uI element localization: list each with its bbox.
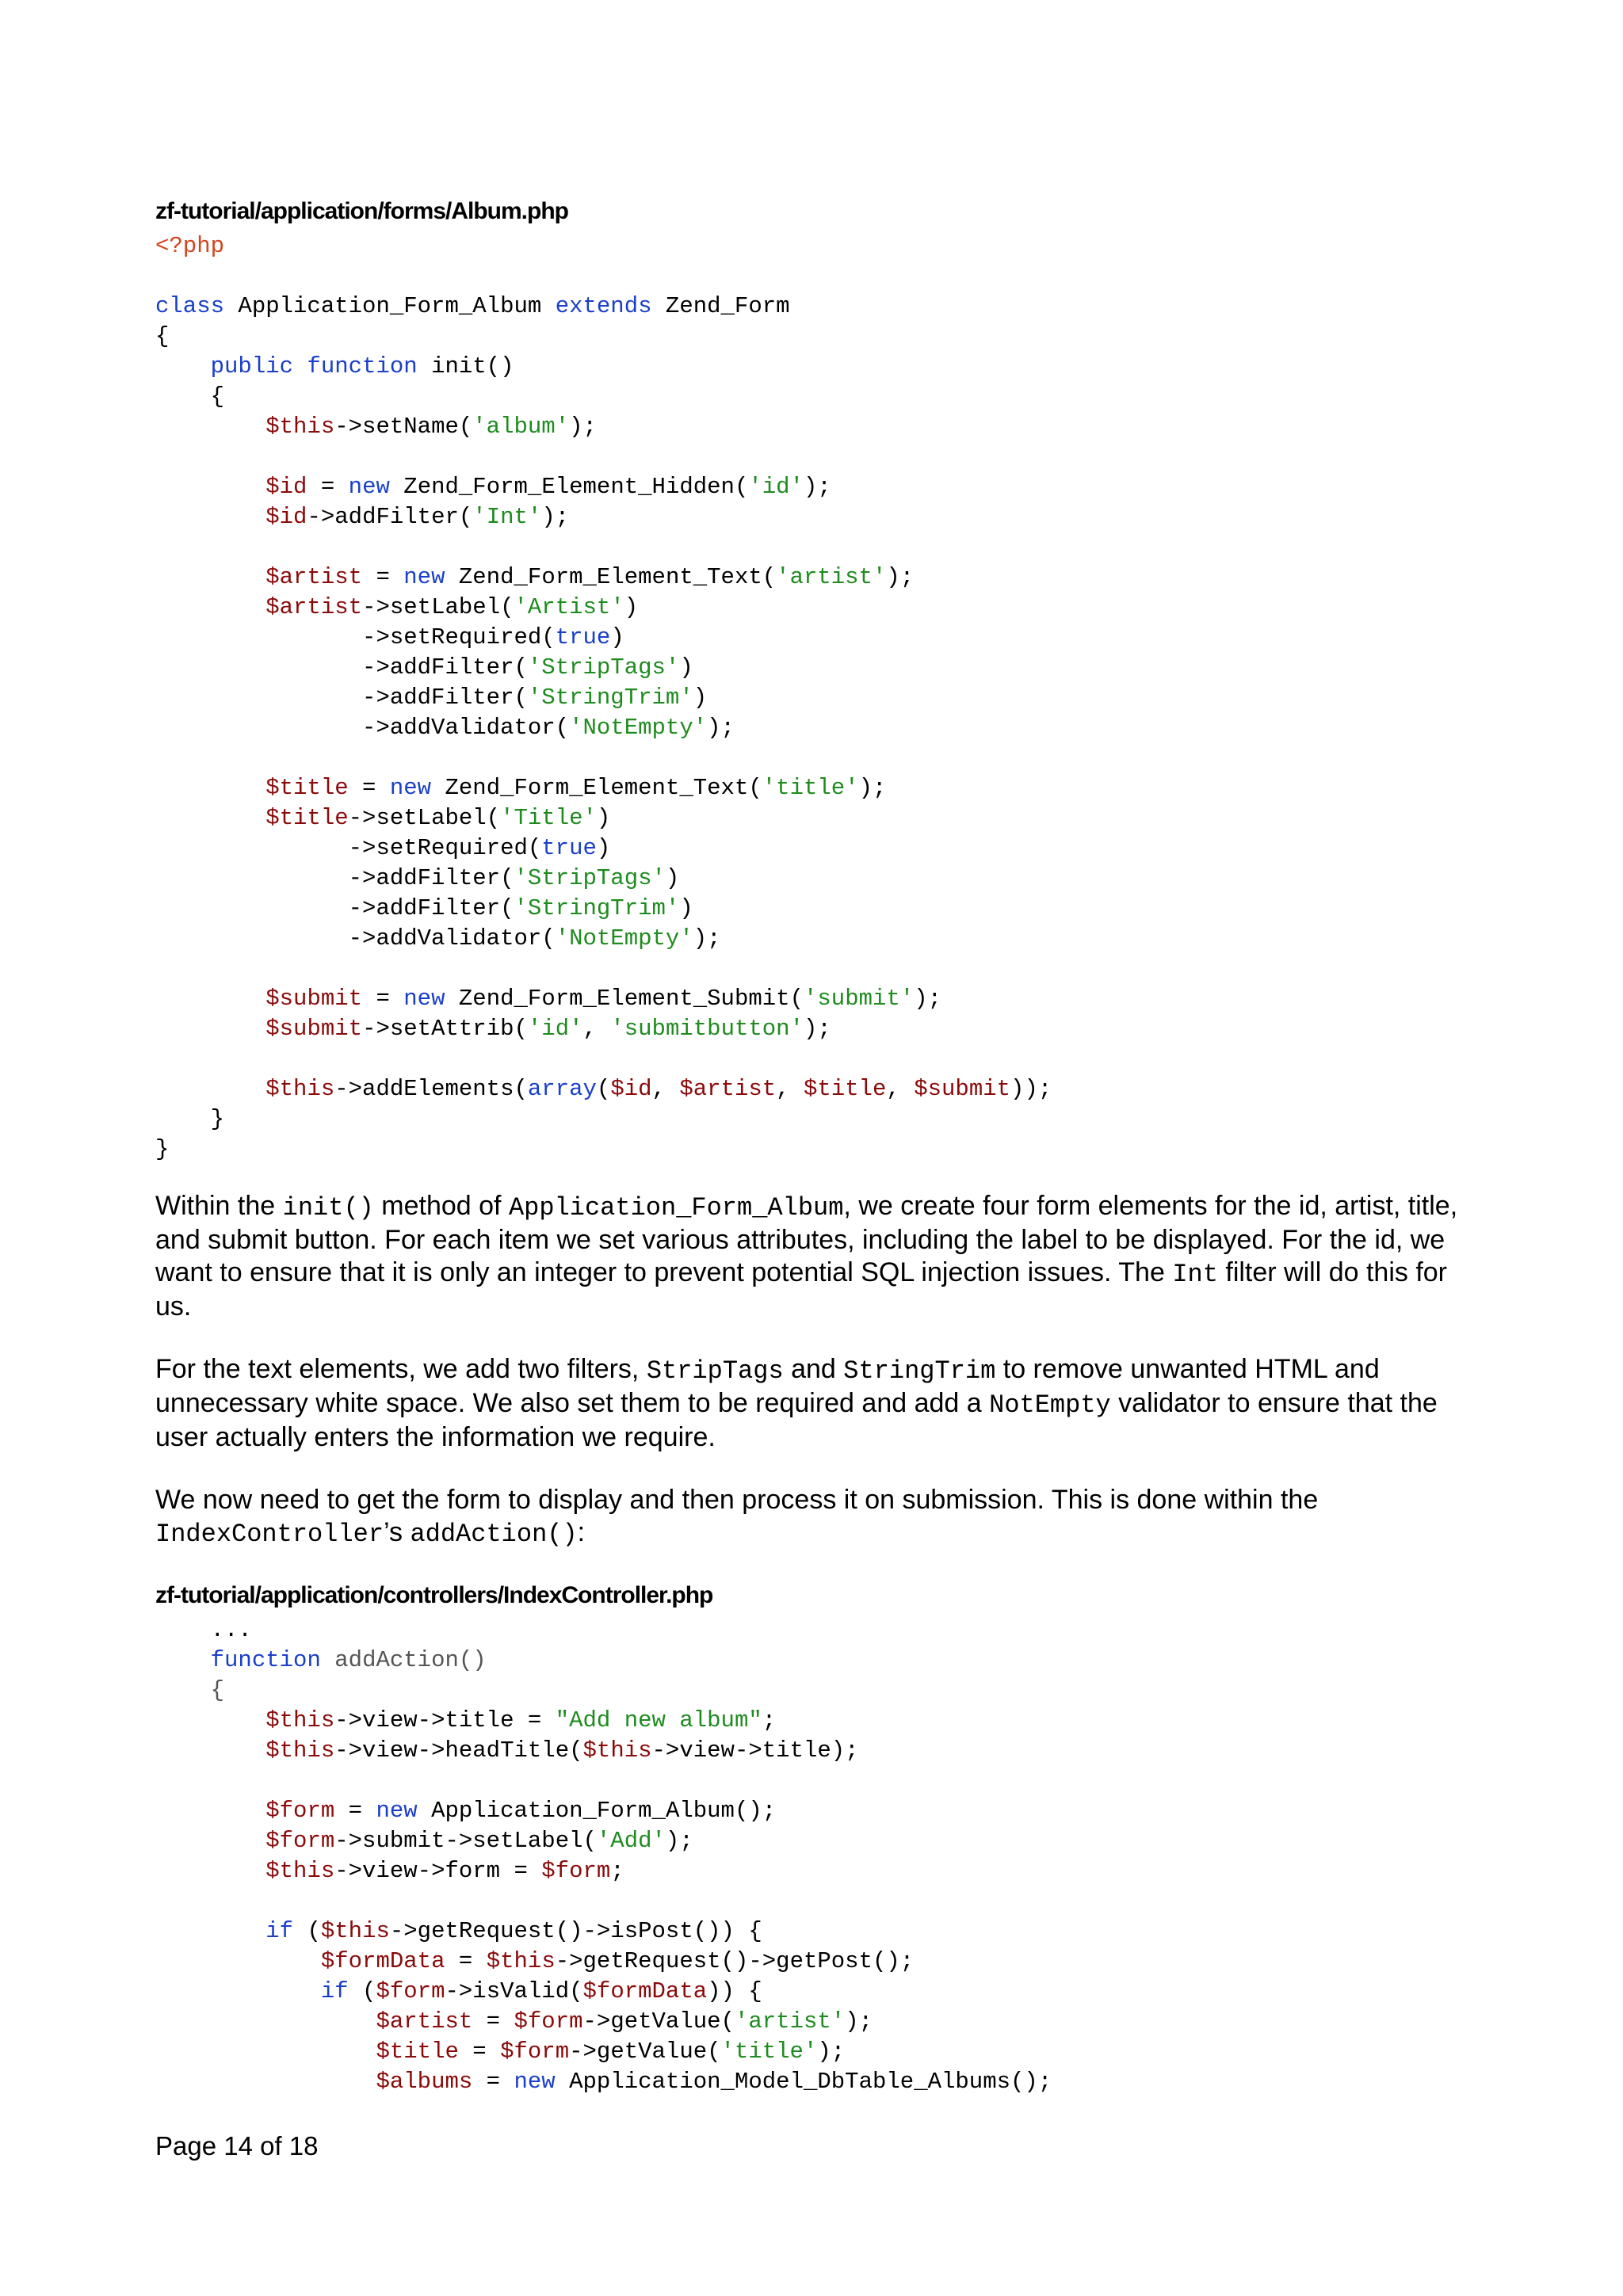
code-token: =: [348, 775, 390, 801]
file-heading-indexcontroller: zf-tutorial/application/controllers/IndexController.php: [155, 1582, 713, 1608]
code-token: [155, 1798, 265, 1824]
code-token: init(): [417, 353, 514, 379]
code-token: if: [320, 1978, 349, 2004]
code-line: [155, 2007, 1052, 2037]
inline-code: addAction(): [410, 1520, 578, 1549]
code-token: 'Title': [500, 805, 597, 831]
code-token: {: [155, 383, 225, 410]
code-token: 'submitbutton': [610, 1016, 804, 1042]
code-token: ->addValidator(: [155, 925, 556, 952]
code-token: [155, 2069, 376, 2095]
code-line: [155, 292, 1052, 322]
code-token: {: [155, 323, 170, 349]
paragraph-add-action-intro: [155, 1484, 1479, 1550]
paragraph-text: method of: [373, 1191, 509, 1221]
paragraph-text: and: [783, 1354, 844, 1384]
code-token: ->setRequired(: [155, 624, 556, 650]
code-token: ): [596, 835, 611, 861]
code-token: ,: [776, 1076, 804, 1102]
paragraph-text: We now need to get the form to display and then process it on submission. This is done within the: [155, 1485, 1319, 1515]
code-token: $form: [265, 1798, 335, 1824]
code-line: [155, 623, 1052, 653]
code-token: ): [610, 624, 624, 650]
code-token: Zend_Form_Element_Text(: [431, 775, 762, 801]
code-token: =: [472, 2008, 514, 2035]
code-token: $this: [265, 414, 335, 440]
code-line: [155, 1736, 1052, 1766]
paragraph-text: Within the: [155, 1191, 283, 1221]
code-block-album-form: [155, 231, 1052, 1165]
code-token: [155, 1948, 321, 1974]
code-token: );: [914, 986, 942, 1012]
code-token: =: [458, 2039, 501, 2065]
code-token: );: [803, 1016, 831, 1042]
code-token: [155, 504, 265, 530]
code-token: );: [817, 2039, 846, 2065]
paragraph-text: ’s: [384, 1517, 411, 1547]
code-token: 'id': [527, 1016, 583, 1042]
code-token: 'artist': [776, 564, 887, 590]
code-line: [155, 1074, 1052, 1104]
code-token: $this: [320, 1918, 390, 1944]
code-line: [155, 261, 1052, 292]
code-token: =: [472, 2069, 514, 2095]
code-token: 'StringTrim': [514, 895, 680, 921]
code-token: [155, 1707, 265, 1733]
code-token: Application_Form_Album: [224, 293, 556, 319]
code-token: Application_Form_Album();: [417, 1798, 777, 1824]
code-token: 'StringTrim': [527, 685, 693, 711]
code-line: [155, 1104, 1052, 1135]
code-token: $form: [514, 2008, 583, 2035]
code-line: [155, 683, 1052, 713]
code-token: ;: [610, 1858, 624, 1884]
code-token: [155, 986, 265, 1012]
code-token: ->addFilter(: [155, 895, 514, 921]
code-token: 'Add': [596, 1828, 666, 1854]
code-token: ->getRequest()->getPost();: [555, 1948, 915, 1974]
code-token: {: [155, 1677, 225, 1703]
code-token: $artist: [679, 1076, 777, 1102]
code-token: 'id': [748, 474, 804, 500]
code-token: );: [541, 504, 570, 530]
code-line: [155, 1856, 1052, 1886]
code-token: 'NotEmpty': [569, 715, 708, 741]
code-token: $form: [265, 1828, 335, 1854]
code-token: ->view->title);: [651, 1737, 859, 1764]
code-token: );: [858, 775, 887, 801]
code-token: ->setLabel(: [362, 594, 514, 620]
code-token: 'title': [720, 2039, 818, 2065]
code-token: [155, 594, 265, 620]
code-token: $title: [803, 1076, 887, 1102]
code-line: [155, 924, 1052, 954]
code-token: ->addFilter(: [155, 685, 528, 711]
code-token: [155, 805, 265, 831]
code-token: ->submit->setLabel(: [334, 1828, 597, 1854]
inline-code: init(): [282, 1193, 374, 1222]
code-token: ->isValid(: [445, 1978, 583, 2004]
code-token: $formData: [582, 1978, 708, 2004]
code-token: $title: [376, 2039, 459, 2065]
code-line: [155, 1886, 1052, 1917]
code-token: ,: [582, 1016, 611, 1042]
code-line: [155, 1135, 1052, 1165]
code-line: [155, 502, 1052, 532]
code-token: ): [679, 895, 693, 921]
code-token: $form: [500, 2039, 570, 2065]
inline-code: NotEmpty: [989, 1390, 1111, 1420]
code-token: ): [596, 805, 611, 831]
code-token: $form: [376, 1978, 445, 2004]
code-token: $submit: [265, 1016, 363, 1042]
code-line: [155, 984, 1052, 1014]
code-block-add-action: [155, 1615, 1052, 2097]
code-line: [155, 1014, 1052, 1044]
code-token: ,: [651, 1076, 680, 1102]
code-token: ->setName(: [334, 414, 473, 440]
code-token: $form: [541, 1858, 611, 1884]
code-line: [155, 1676, 1052, 1706]
code-token: $artist: [265, 564, 363, 590]
paragraph-text: For the text elements, we add two filters,: [155, 1354, 647, 1384]
code-token: =: [334, 1798, 376, 1824]
code-line: [155, 2037, 1052, 2067]
code-token: new: [348, 474, 390, 500]
code-token: (: [348, 1978, 376, 2004]
code-token: $albums: [376, 2069, 473, 2095]
code-token: );: [707, 715, 735, 741]
code-token: new: [376, 1798, 418, 1824]
code-token: ->view->form =: [334, 1858, 542, 1884]
code-token: Zend_Form: [651, 293, 790, 319]
code-token: [155, 1918, 265, 1944]
code-token: [155, 1076, 265, 1102]
code-line: [155, 322, 1052, 352]
code-token: $this: [265, 1076, 335, 1102]
code-token: new: [403, 564, 445, 590]
code-token: new: [403, 986, 445, 1012]
code-token: ->getValue(: [569, 2039, 721, 2065]
code-token: ): [679, 654, 693, 681]
code-token: function: [210, 1647, 321, 1673]
code-token: $artist: [376, 2008, 473, 2035]
code-token: [155, 1828, 265, 1854]
code-line: [155, 1917, 1052, 1947]
code-line: [155, 563, 1052, 593]
paragraph-text-elements: [155, 1353, 1479, 1454]
code-line: [155, 833, 1052, 864]
code-line: [155, 1615, 1052, 1646]
code-token: );: [693, 925, 721, 952]
paragraph-text: , we create four form elements for the id, artist, title, and submit button. For each item we set various attributes, including the label to be displayed. For the id, we want to ensure that it is only an integer to prevent potential SQL injection issues. The: [155, 1191, 1458, 1287]
code-token: 'StripTags': [527, 654, 680, 681]
code-line: [155, 472, 1052, 502]
paragraph-text: filter will do this for us.: [155, 1257, 1448, 1322]
code-token: public function: [210, 353, 418, 379]
code-token: }: [155, 1136, 170, 1162]
code-token: );: [569, 414, 597, 440]
code-token: true: [555, 624, 611, 650]
code-token: 'Int': [472, 504, 542, 530]
code-token: 'album': [472, 414, 570, 440]
code-line: [155, 231, 1052, 261]
code-line: [155, 653, 1052, 683]
code-token: );: [665, 1828, 693, 1854]
code-line: [155, 1766, 1052, 1796]
code-token: =: [362, 564, 404, 590]
code-token: ->getValue(: [582, 2008, 735, 2035]
code-token: ->view->title =: [334, 1707, 556, 1733]
code-token: $artist: [265, 594, 363, 620]
file-heading-album: zf-tutorial/application/forms/Album.php: [155, 198, 568, 224]
code-token: $this: [582, 1737, 652, 1764]
code-line: [155, 593, 1052, 623]
code-token: }: [155, 1106, 225, 1132]
code-token: 'NotEmpty': [555, 925, 693, 952]
code-token: (: [293, 1918, 321, 1944]
code-line: [155, 352, 1052, 382]
code-token: new: [514, 2069, 556, 2095]
code-line: [155, 1826, 1052, 1856]
code-token: array: [527, 1076, 597, 1102]
code-token: =: [445, 1948, 487, 1974]
code-token: $id: [265, 474, 307, 500]
page-number: Page 14 of 18: [155, 2131, 319, 2161]
code-token: );: [845, 2008, 873, 2035]
code-token: class: [155, 293, 225, 319]
code-token: ->setRequired(: [155, 835, 542, 861]
code-token: =: [307, 474, 349, 500]
code-token: new: [389, 775, 432, 801]
code-token: ): [693, 685, 708, 711]
paragraph-text: :: [577, 1517, 586, 1547]
code-token: $this: [265, 1707, 335, 1733]
code-token: 'StripTags': [514, 865, 666, 891]
code-token: (: [596, 1076, 611, 1102]
code-token: ->addFilter(: [155, 654, 528, 681]
code-line: [155, 803, 1052, 833]
code-token: $title: [265, 775, 349, 801]
code-token: ,: [886, 1076, 915, 1102]
code-token: [155, 564, 265, 590]
code-token: 'title': [762, 775, 859, 801]
code-line: [155, 1044, 1052, 1074]
code-token: ...: [155, 1617, 252, 1643]
code-token: $this: [486, 1948, 556, 1974]
code-line: [155, 894, 1052, 924]
code-token: true: [541, 835, 597, 861]
code-token: ));: [1010, 1076, 1052, 1102]
code-token: [155, 414, 265, 440]
code-line: [155, 1796, 1052, 1826]
code-line: [155, 1646, 1052, 1676]
code-token: $this: [265, 1737, 335, 1764]
code-token: $id: [265, 504, 307, 530]
inline-code: Application_Form_Album: [508, 1193, 844, 1222]
code-token: ->getRequest()->isPost()) {: [389, 1918, 762, 1944]
code-token: [155, 474, 265, 500]
code-token: $submit: [914, 1076, 1011, 1102]
code-line: [155, 864, 1052, 894]
inline-code: IndexController: [155, 1520, 384, 1549]
code-token: $formData: [320, 1948, 445, 1974]
code-token: ;: [762, 1707, 777, 1733]
code-token: ->view->headTitle(: [334, 1737, 583, 1764]
inline-code: StripTags: [646, 1356, 784, 1386]
paragraph-text: to remove unwanted HTML and unnecessary white space. We also set them to be required and add a: [155, 1354, 1380, 1418]
code-token: [155, 1016, 265, 1042]
code-token: 'artist': [734, 2008, 846, 2035]
code-token: Zend_Form_Element_Hidden(: [389, 474, 749, 500]
code-token: [155, 1647, 211, 1673]
code-token: "Add new album": [555, 1707, 762, 1733]
inline-code: Int: [1172, 1260, 1218, 1289]
code-line: [155, 382, 1052, 412]
code-token: ->addFilter(: [307, 504, 473, 530]
code-token: [155, 353, 211, 379]
code-line: [155, 1977, 1052, 2007]
code-token: $id: [610, 1076, 652, 1102]
code-token: =: [362, 986, 404, 1012]
code-line: [155, 743, 1052, 773]
code-token: [155, 2008, 376, 2035]
code-line: [155, 2067, 1052, 2097]
code-token: ->setAttrib(: [362, 1016, 528, 1042]
code-line: [155, 954, 1052, 984]
code-token: ->addElements(: [334, 1076, 528, 1102]
code-token: $submit: [265, 986, 363, 1012]
code-line: [155, 1947, 1052, 1977]
code-token: );: [804, 474, 831, 500]
code-token: <?php: [155, 233, 225, 259]
code-token: )) {: [707, 1978, 762, 2004]
paragraph-init-description: [155, 1190, 1479, 1323]
inline-code: StringTrim: [843, 1356, 996, 1386]
code-token: $title: [265, 805, 349, 831]
code-token: [155, 1737, 265, 1764]
code-token: $this: [265, 1858, 335, 1884]
code-token: 'Artist': [514, 594, 624, 620]
code-token: ->addValidator(: [155, 715, 570, 741]
code-line: [155, 1706, 1052, 1736]
code-line: [155, 713, 1052, 743]
code-token: ->setLabel(: [348, 805, 501, 831]
code-token: ): [665, 865, 680, 891]
code-token: addAction(): [320, 1647, 487, 1673]
code-line: [155, 442, 1052, 472]
code-line: [155, 532, 1052, 563]
code-token: [155, 1978, 321, 2004]
code-token: [155, 1858, 265, 1884]
code-token: if: [265, 1918, 294, 1944]
code-token: [155, 775, 265, 801]
code-token: Zend_Form_Element_Submit(: [445, 986, 804, 1012]
code-token: ->addFilter(: [155, 865, 514, 891]
code-token: extends: [555, 293, 652, 319]
paragraph-text: validator to ensure that the user actually enters the information we require.: [155, 1388, 1438, 1452]
code-token: [155, 2039, 376, 2065]
code-token: Application_Model_DbTable_Albums();: [555, 2069, 1052, 2095]
code-line: [155, 773, 1052, 803]
code-token: );: [886, 564, 915, 590]
code-line: [155, 412, 1052, 442]
code-token: 'submit': [803, 986, 915, 1012]
code-token: Zend_Form_Element_Text(: [445, 564, 777, 590]
code-token: ): [624, 594, 639, 620]
